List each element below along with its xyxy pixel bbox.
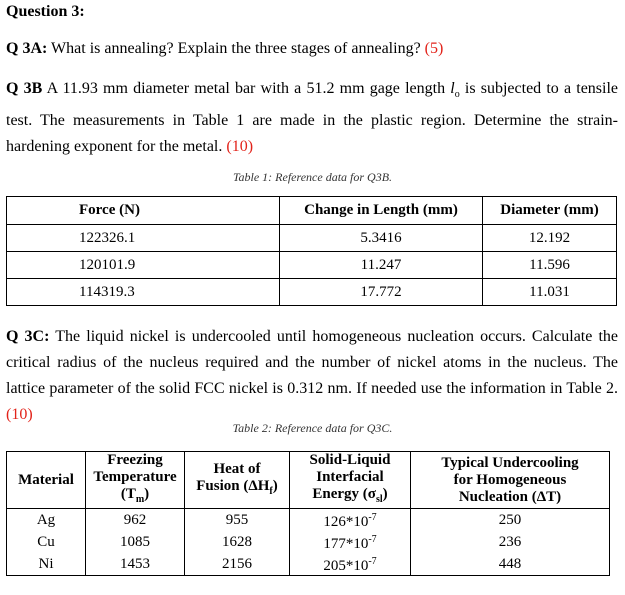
- table-row: [7, 553, 610, 576]
- header-line: Nucleation (ΔT): [458, 488, 562, 505]
- table2-cell: Cu: [7, 531, 86, 553]
- header-line: Energy (σ: [312, 486, 376, 502]
- header-line: Fusion (ΔH: [196, 477, 270, 494]
- table2-header-undercooling: [411, 452, 610, 509]
- table2-caption: Table 2: Reference data for Q3C.: [232, 421, 393, 435]
- q3c-marks: (10): [6, 406, 33, 423]
- table2-cell: 1453: [86, 553, 185, 576]
- q3b-label: Q 3B: [6, 80, 43, 97]
- table1-caption: Table 1: Reference data for Q3B.: [232, 170, 393, 184]
- q3b-text-2: is subjected to a tensile test. The measurements in Table 1 are made in the plastic region. Determine the strain-hardening exponent for the metal.: [6, 80, 619, 156]
- table1-header-row: [7, 197, 617, 225]
- table2-cell: 1628: [185, 531, 290, 553]
- table1-header-force: Force (N): [7, 197, 280, 225]
- question-3a: [6, 36, 618, 62]
- table2-header-energy: [290, 452, 411, 509]
- table2-header-heat: [185, 452, 290, 509]
- table1-cell: 12.192: [483, 225, 617, 252]
- q3a-label: Q 3A:: [6, 40, 48, 57]
- table-row: [7, 225, 617, 252]
- energy-exponent: -7: [368, 556, 377, 567]
- table2-cell: [290, 509, 411, 532]
- table-row: [7, 279, 617, 306]
- table2-header-freezing: [86, 452, 185, 509]
- header-line: Temperature: [93, 469, 177, 485]
- header-line: (T: [120, 486, 136, 502]
- table2-cell: Ni: [7, 553, 86, 576]
- energy-value: 126*10: [323, 514, 369, 530]
- table1-header-length: Change in Length (mm): [280, 197, 483, 225]
- energy-exponent: -7: [368, 512, 377, 523]
- table2-header-material: Material: [7, 452, 86, 509]
- table1-cell: 11.596: [483, 252, 617, 279]
- header-subscript: f: [269, 485, 273, 497]
- table1-cell: 122326.1: [7, 225, 280, 252]
- table2-cell: 2156: [185, 553, 290, 576]
- energy-value: 177*10: [323, 536, 369, 552]
- q3b-marks: (10): [226, 138, 254, 156]
- gage-length-subscript: o: [454, 89, 460, 101]
- table2-cell: 448: [411, 553, 610, 576]
- question-title: Question 3:: [6, 3, 85, 20]
- table2-header-row: [7, 452, 610, 509]
- header-line: for Homogeneous: [453, 471, 567, 488]
- table2: [6, 451, 610, 576]
- table1-cell: 11.031: [483, 279, 617, 306]
- q3a-text: What is annealing? Explain the three stages of annealing?: [47, 40, 425, 57]
- table2-cell: [290, 553, 411, 576]
- table1: [6, 196, 617, 306]
- table2-cell: 250: [411, 509, 610, 532]
- table-row: [7, 509, 610, 532]
- table2-cell: 962: [86, 509, 185, 532]
- header-line: ): [144, 486, 150, 502]
- table-row: [7, 531, 610, 553]
- header-line: Freezing: [107, 452, 163, 468]
- gage-length-symbol: l: [450, 80, 455, 97]
- header-line: ): [272, 477, 278, 494]
- table2-cell: 1085: [86, 531, 185, 553]
- header-line: Interfacial: [316, 469, 384, 485]
- table1-cell: 11.247: [280, 252, 483, 279]
- energy-exponent: -7: [368, 534, 377, 545]
- table1-header-diameter: Diameter (mm): [483, 197, 617, 225]
- table-row: [7, 252, 617, 279]
- q3b-text-1: A 11.93 mm diameter metal bar with a 51.2 mm gage length: [42, 80, 451, 97]
- table1-cell: 5.3416: [280, 225, 483, 252]
- q3c-label: Q 3C:: [6, 328, 50, 345]
- header-subscript: sl: [375, 494, 383, 505]
- table2-cell: 236: [411, 531, 610, 553]
- table2-cell: Ag: [7, 509, 86, 532]
- table2-cell: 955: [185, 509, 290, 532]
- header-line: ): [382, 486, 388, 502]
- energy-value: 205*10: [323, 558, 369, 574]
- q3c-text: The liquid nickel is undercooled until homogeneous nucleation occurs. Calculate the critical radius of the nucleus required and the number of nickel atoms in the nucleus. The lattice parameter of the solid FCC nickel is 0.312 nm. If needed use the information in Table 2.: [6, 328, 619, 397]
- question-3c: [6, 324, 618, 428]
- header-line: Heat of: [213, 460, 261, 477]
- table1-cell: 114319.3: [7, 279, 280, 306]
- header-line: Solid-Liquid: [309, 452, 391, 468]
- question-3b: [6, 76, 618, 160]
- table1-cell: 17.772: [280, 279, 483, 306]
- table2-cell: [290, 531, 411, 553]
- header-subscript: m: [135, 494, 145, 505]
- table1-cell: 120101.9: [7, 252, 280, 279]
- q3a-marks: (5): [424, 40, 444, 57]
- header-line: Typical Undercooling: [441, 454, 579, 471]
